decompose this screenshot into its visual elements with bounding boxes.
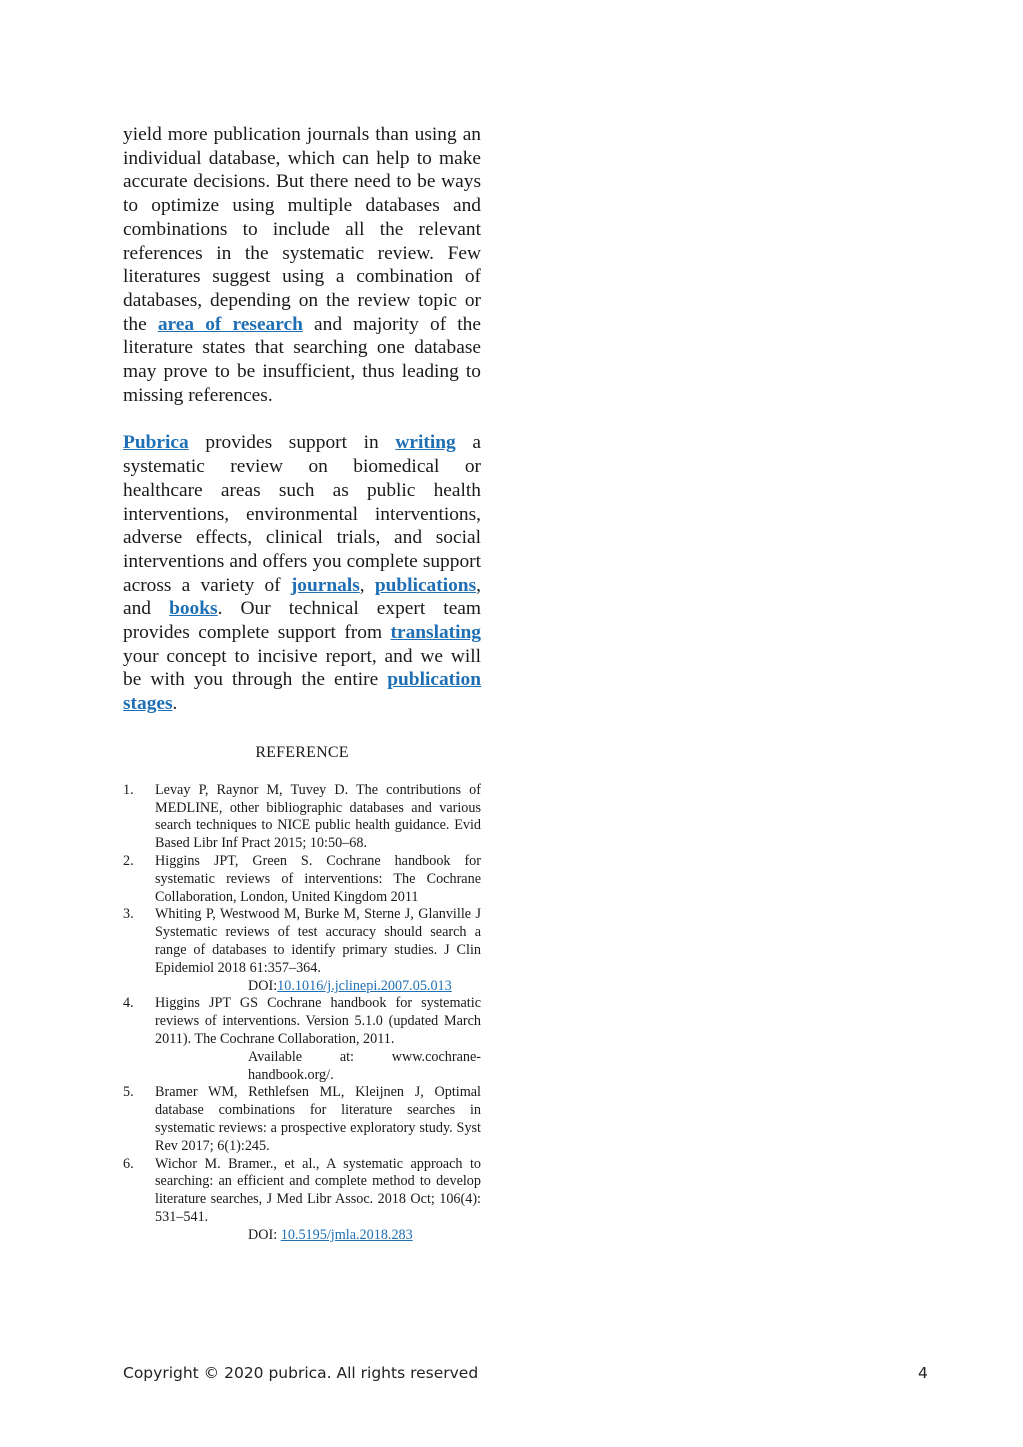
reference-text: Whiting P, Westwood M, Burke M, Sterne J, Glanville J Systematic reviews of test accuracy should search a range of databases to identify primary studies. J Clin Epidemiol 2018 61:357–364. bbox=[155, 906, 481, 976]
paragraph-pubrica bbox=[123, 431, 481, 715]
translating-link[interactable]: translating bbox=[390, 622, 481, 644]
reference-text: Higgins JPT, Green S. Cochrane handbook for systematic reviews of interventions: The Cochrane Collaboration, London, United Kingdom 2011 bbox=[155, 853, 481, 905]
para2-t3: , bbox=[359, 574, 375, 596]
reference-item bbox=[123, 853, 481, 906]
main-column bbox=[123, 123, 481, 1245]
para2-t7: . bbox=[172, 693, 178, 715]
para2-t6: your concept to incisive report, and we will be with you through the entire bbox=[123, 645, 481, 691]
reference-number: 5. bbox=[123, 1084, 134, 1101]
doi-link[interactable]: 10.1016/j.jclinepi.2007.05.013 bbox=[277, 977, 452, 994]
doi-line bbox=[155, 978, 481, 996]
reference-heading: REFERENCE bbox=[255, 743, 349, 761]
availability-line: Available at: www.cochrane- bbox=[248, 1048, 481, 1065]
reference-item bbox=[123, 906, 481, 995]
page-number: 4 bbox=[918, 1364, 928, 1382]
reference-list bbox=[123, 782, 481, 1245]
reference-number: 4. bbox=[123, 995, 134, 1012]
reference-item bbox=[123, 995, 481, 1084]
paragraph-databases bbox=[123, 123, 481, 407]
reference-number: 3. bbox=[123, 906, 134, 923]
books-link[interactable]: books bbox=[169, 598, 218, 620]
publication-stages-link[interactable]: publication stages bbox=[123, 669, 481, 715]
para2-t4: , and bbox=[123, 574, 481, 620]
reference-item bbox=[123, 1156, 481, 1245]
doi-label: DOI: bbox=[248, 977, 278, 994]
reference-text: Higgins JPT GS Cochrane handbook for systematic reviews of interventions. Version 5.1.0 (updated March 2011). The Cochrane Collaboration, 2011. bbox=[155, 995, 481, 1048]
para1-text-end: and majority of the literature states that searching one database may prove to be insufficient, thus leading to missing references. bbox=[123, 313, 481, 406]
reference-text: Levay P, Raynor M, Tuvey D. The contributions of MEDLINE, other bibliographic databases and various search techniques to NICE public health guidance. Evid Based Libr Inf Pract 2015; 10:50–68. bbox=[155, 781, 481, 852]
reference-item bbox=[123, 1084, 481, 1155]
para2-t2: a systematic review on biomedical or healthcare areas such as public health interventions, environmental interventions, adverse effects, clinical trials, and social interventions and offers you complete support across a variety of bbox=[123, 432, 481, 596]
footer-copyright: Copyright © 2020 pubrica. All rights reserved bbox=[123, 1364, 479, 1382]
reference-item bbox=[123, 782, 481, 853]
pubrica-link[interactable]: Pubrica bbox=[123, 432, 189, 454]
area-of-research-link[interactable]: area of research bbox=[157, 313, 303, 335]
availability-line-2: handbook.org/. bbox=[248, 1066, 334, 1083]
reference-text: Wichor M. Bramer., et al., A systematic approach to searching: an efficient and complete method to develop literature searches, J Med Libr Assoc. 2018 Oct; 106(4): 531–541. bbox=[155, 1155, 481, 1225]
reference-number: 1. bbox=[123, 781, 134, 798]
para1-text: yield more publication journals than using an individual database, which can help to make accurate decisions. But there need to be ways to optimize using multiple databases and combinations to include all the relevant references in the systematic review. Few literatures suggest using a combination of databases, depending on the review topic or the bbox=[123, 124, 481, 335]
writing-link[interactable]: writing bbox=[395, 432, 456, 454]
para2-t5: . Our technical expert team provides complete support from bbox=[123, 598, 481, 644]
reference-number: 6. bbox=[123, 1155, 134, 1172]
doi-label: DOI: bbox=[248, 1226, 281, 1243]
reference-text: Bramer WM, Rethlefsen ML, Kleijnen J, Optimal database combinations for literature searches in systematic reviews: a prospective exploratory study. Syst Rev 2017; 6(1):245. bbox=[155, 1084, 481, 1154]
para2-t1: provides support in bbox=[188, 432, 396, 454]
reference-number: 2. bbox=[123, 853, 134, 870]
publications-link[interactable]: publications bbox=[374, 574, 477, 596]
doi-line bbox=[155, 1227, 481, 1245]
doi-link[interactable]: 10.5195/jmla.2018.283 bbox=[280, 1226, 413, 1243]
journals-link[interactable]: journals bbox=[290, 574, 360, 596]
